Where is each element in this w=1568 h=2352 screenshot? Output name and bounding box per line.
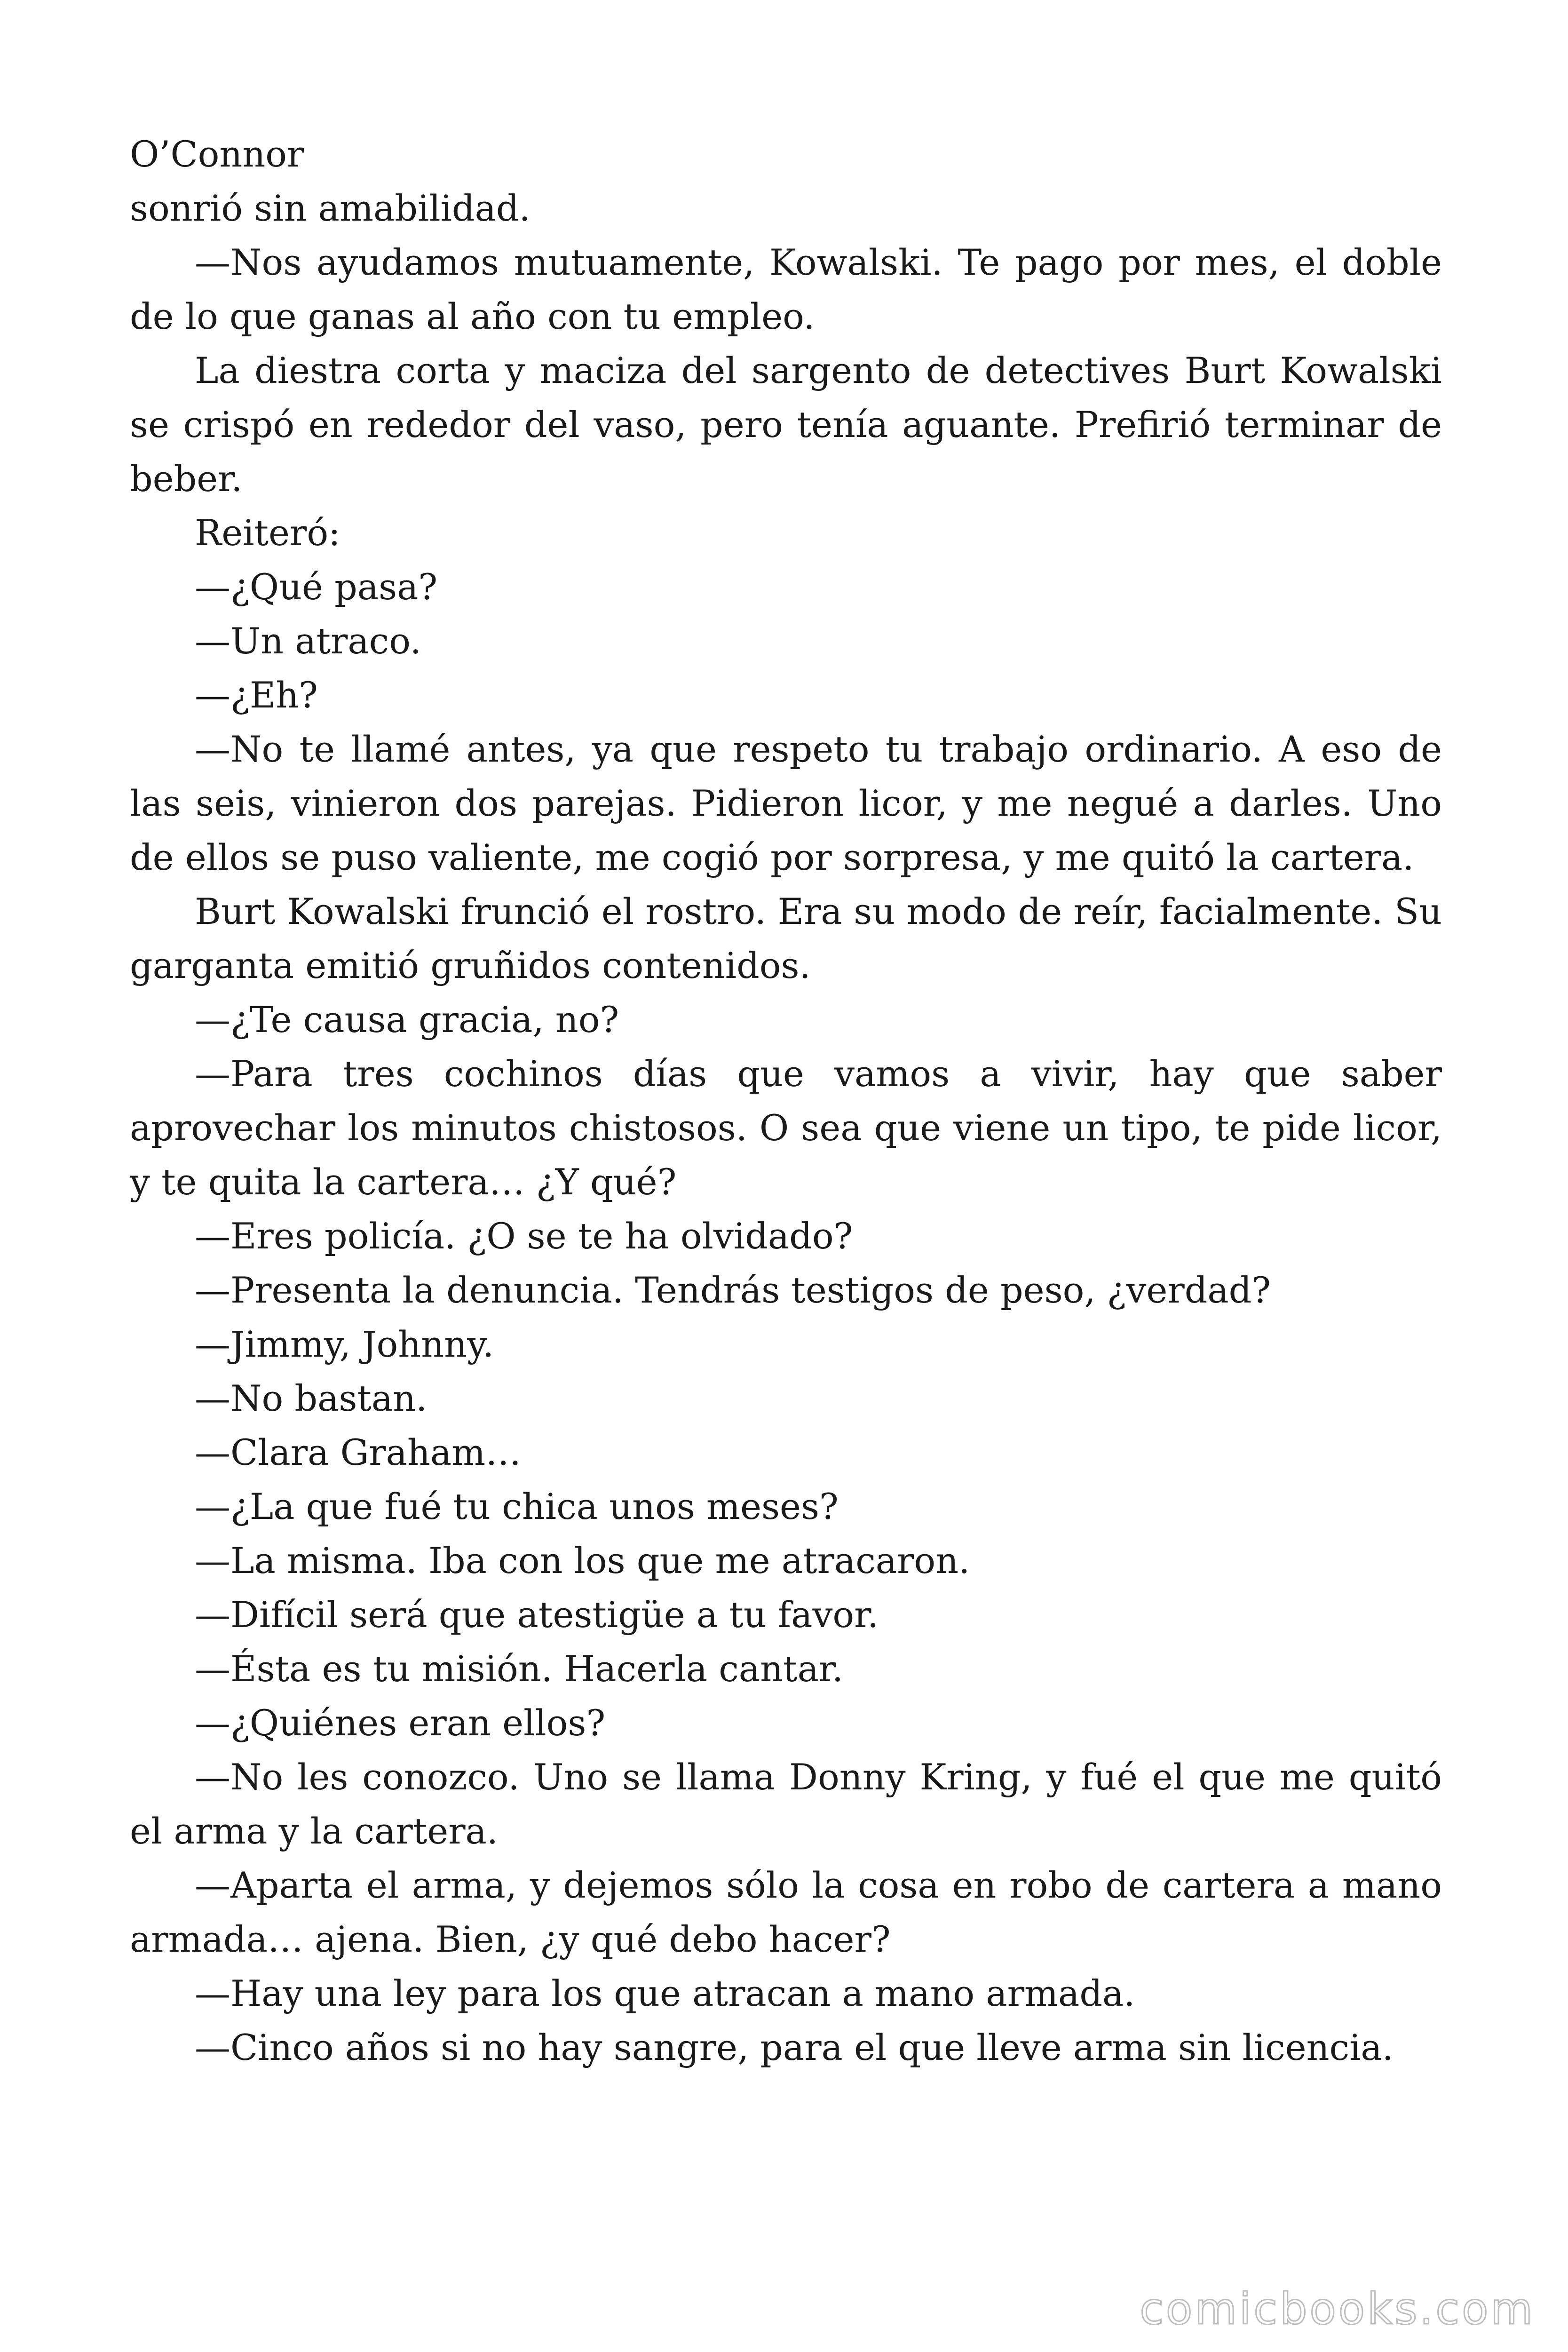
paragraph-8: Burt Kowalski frunció el rostro. Era su modo de reír, facialmente. Su garganta emitió gruñidos contenidos. bbox=[130, 890, 1442, 986]
paragraph-14: —No bastan. bbox=[195, 1377, 428, 1419]
paragraph-2: La diestra corta y maciza del sargento de detectives Burt Kowalski se crispó en rededor del vaso, pero tenía aguante. Prefirió terminar de beber. bbox=[130, 350, 1442, 500]
paragraph-5: —Un atraco. bbox=[195, 620, 421, 662]
paragraph-first-line: O’Connor bbox=[130, 133, 304, 175]
paragraph-11: —Eres policía. ¿O se te ha olvidado? bbox=[195, 1215, 853, 1257]
paragraph-18: —Difícil será que atestigüe a tu favor. bbox=[195, 1594, 879, 1636]
paragraph-6: —¿Eh? bbox=[195, 674, 318, 716]
paragraph-15: —Clara Graham… bbox=[195, 1431, 522, 1473]
paragraph-20: —¿Quiénes eran ellos? bbox=[195, 1702, 606, 1744]
paragraph-24: —Cinco años si no hay sangre, para el que lleve arma sin licencia. bbox=[195, 2026, 1394, 2068]
watermark-text: comicbooks.com bbox=[1140, 2284, 1535, 2334]
page-body bbox=[130, 127, 1442, 2074]
paragraph-3: Reiteró: bbox=[195, 512, 341, 554]
paragraph-13: —Jimmy, Johnny. bbox=[195, 1323, 494, 1365]
paragraph-7: —No te llamé antes, ya que respeto tu trabajo ordinario. A eso de las seis, vinieron dos parejas. Pidieron licor, y me negué a darles. Uno de ellos se puso valiente, me cogió por sorpresa, y me quitó la cartera. bbox=[130, 728, 1442, 878]
paragraph-opening: sonrió sin amabilidad. bbox=[130, 187, 531, 229]
paragraph-9: —¿Te causa gracia, no? bbox=[195, 999, 619, 1041]
paragraph-23: —Hay una ley para los que atracan a mano armada. bbox=[195, 1972, 1135, 2014]
paragraph-19: —Ésta es tu misión. Hacerla cantar. bbox=[195, 1648, 844, 1690]
paragraph-17: —La misma. Iba con los que me atracaron. bbox=[195, 1540, 970, 1581]
paragraph-4: —¿Qué pasa? bbox=[195, 566, 438, 608]
paragraph-12: —Presenta la denuncia. Tendrás testigos de peso, ¿verdad? bbox=[195, 1269, 1271, 1311]
paragraph-22: —Aparta el arma, y dejemos sólo la cosa en robo de cartera a mano armada… ajena. Bien, ¿y qué debo hacer? bbox=[130, 1864, 1442, 1960]
paragraph-21: —No les conozco. Uno se llama Donny Kring, y fué el que me quitó el arma y la cartera. bbox=[130, 1756, 1442, 1852]
paragraph-10: —Para tres cochinos días que vamos a vivir, hay que saber aprovechar los minutos chistosos. O sea que viene un tipo, te pide licor, y te quita la cartera… ¿Y qué? bbox=[130, 1053, 1442, 1203]
paragraph-1: —Nos ayudamos mutuamente, Kowalski. Te pago por mes, el doble de lo que ganas al año con tu empleo. bbox=[130, 241, 1442, 337]
paragraph-16: —¿La que fué tu chica unos meses? bbox=[195, 1486, 839, 1527]
